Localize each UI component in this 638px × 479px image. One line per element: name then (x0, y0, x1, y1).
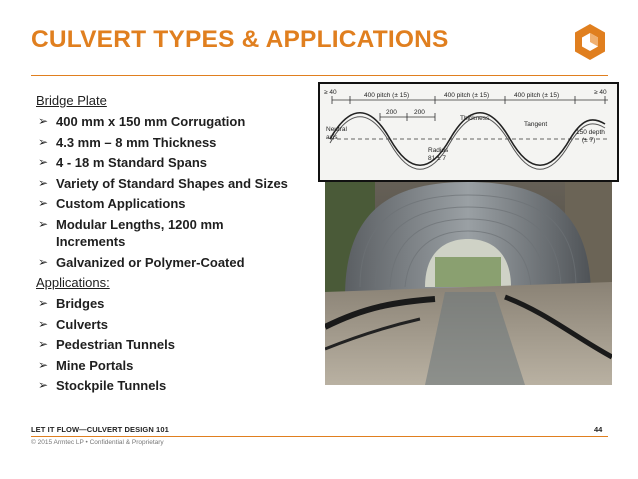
bridge-plate-heading: Bridge Plate (36, 93, 107, 108)
bridge-plate-item (36, 254, 296, 272)
arrow-bullet-icon: ➢ (38, 357, 49, 372)
arrow-bullet-icon: ➢ (38, 196, 49, 210)
applications-list (36, 295, 296, 395)
application-item-text: Stockpile Tunnels (56, 378, 167, 393)
application-item-text: Mine Portals (56, 357, 134, 373)
arrow-bullet-icon: ➢ (38, 316, 49, 331)
corrugation-diagram (318, 82, 619, 182)
application-item (36, 377, 296, 395)
bridge-plate-list (36, 113, 296, 271)
slide-title: CULVERT TYPES & APPLICATIONS (31, 26, 449, 53)
diagram-pitch1: 400 pitch (± 15) (364, 92, 410, 99)
bridge-plate-item-text: 4.3 mm – 8 mm Thickness (56, 134, 217, 150)
copyright-text: © 2015 Armtec LP • Confidential & Proprietary (31, 439, 164, 446)
bridge-plate-item (36, 195, 296, 213)
arrow-bullet-icon: ➢ (38, 175, 49, 190)
application-item (36, 336, 296, 354)
diagram-left-min: ≥ 40 (324, 89, 337, 96)
bridge-plate-item-text: 4 - 18 m Standard Spans (56, 155, 207, 170)
diagram-radius-value: 81 ± 7 (428, 155, 447, 162)
bridge-plate-item-text: Modular Lengths, 1200 mm Increments (56, 216, 224, 249)
application-item (36, 316, 296, 334)
bridge-plate-item (36, 175, 296, 193)
application-item-text: Bridges (56, 296, 105, 311)
application-item (36, 357, 296, 375)
diagram-tangent: Tangent (524, 121, 548, 128)
diagram-thickness: Thickness (460, 115, 490, 122)
bullet-content (36, 92, 296, 398)
diagram-pitch2: 400 pitch (± 15) (444, 92, 490, 99)
diagram-dim200b: 200 (414, 109, 425, 116)
arrow-bullet-icon: ➢ (38, 296, 49, 310)
application-item (36, 295, 296, 313)
application-item-text: Culverts (56, 316, 109, 332)
footer-label: LET IT FLOW—CULVERT DESIGN 101 (31, 425, 169, 434)
footer-divider (31, 436, 608, 437)
arrow-bullet-icon: ➢ (38, 216, 49, 231)
diagram-right-min: ≥ 40 (594, 89, 607, 96)
arrow-bullet-icon: ➢ (38, 378, 49, 392)
applications-heading: Applications: (36, 275, 110, 290)
hexagon-logo-icon (573, 23, 607, 61)
bridge-plate-item (36, 113, 296, 131)
arrow-bullet-icon: ➢ (38, 114, 49, 128)
diagram-depth-tolerance: (± 7) (582, 137, 596, 144)
arrow-bullet-icon: ➢ (38, 134, 49, 149)
title-divider (31, 75, 608, 76)
arrow-bullet-icon: ➢ (38, 254, 49, 269)
bridge-plate-item (36, 216, 296, 251)
bridge-plate-item-text: 400 mm x 150 mm Corrugation (56, 114, 246, 129)
bridge-plate-item (36, 134, 296, 152)
page-number: 44 (594, 425, 603, 434)
diagram-pitch3: 400 pitch (± 15) (514, 92, 560, 99)
bridge-plate-item-text: Variety of Standard Shapes and Sizes (56, 175, 288, 191)
diagram-dim200a: 200 (386, 109, 397, 116)
diagram-neutral: Neutral (326, 126, 347, 133)
diagram-axis: axis (326, 134, 338, 141)
diagram-depth: 150 depth (576, 129, 605, 136)
bridge-plate-item-text: Custom Applications (56, 196, 186, 211)
bridge-plate-item-text: Galvanized or Polymer-Coated (56, 254, 245, 270)
arrow-bullet-icon: ➢ (38, 155, 49, 169)
arrow-bullet-icon: ➢ (38, 337, 49, 351)
bridge-plate-item (36, 154, 296, 172)
diagram-radius: Radius (428, 147, 449, 154)
application-item-text: Pedestrian Tunnels (56, 337, 175, 352)
